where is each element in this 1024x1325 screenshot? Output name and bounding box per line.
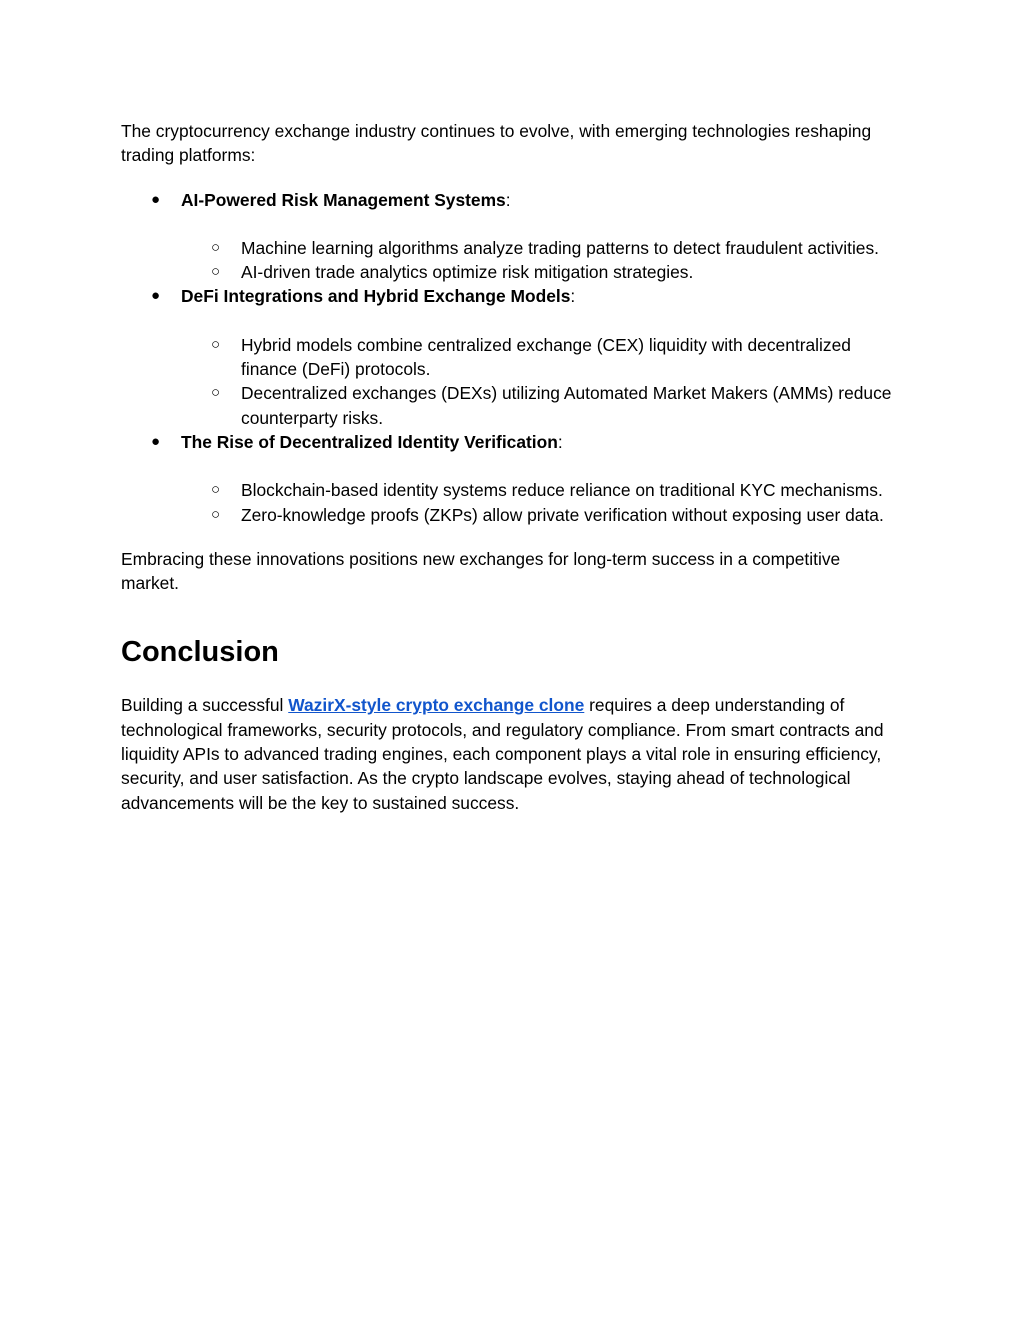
sub-list-item	[181, 381, 896, 430]
bullet-colon: :	[505, 189, 511, 210]
conclusion-text-after: requires a deep understanding of technological frameworks, security protocols, and regulatory compliance. From smart contracts and liquidity APIs to advanced trading engines, each component plays a vital role in ensuring efficiency, security, and user satisfaction. As the crypto landscape evolves, staying ahead of technological advancements will be the key to sustained success.	[121, 695, 884, 813]
sub-list-item	[181, 333, 896, 382]
bullet-title: The Rise of Decentralized Identity Verification	[181, 431, 558, 452]
sub-list	[181, 333, 896, 430]
bullet-icon: ●	[151, 190, 161, 208]
intro-paragraph: The cryptocurrency exchange industry continues to evolve, with emerging technologies reshaping trading platforms:	[121, 121, 872, 166]
bullet-heading	[181, 188, 896, 212]
sub-bullet-icon: ○	[211, 335, 221, 353]
sub-bullet-icon: ○	[211, 238, 221, 256]
sub-item-text: Machine learning algorithms analyze trading patterns to detect fraudulent activities.	[241, 237, 880, 258]
sub-item-text: Zero-knowledge proofs (ZKPs) allow private verification without exposing user data.	[241, 504, 884, 525]
sub-item-text: Hybrid models combine centralized exchange (CEX) liquidity with decentralized finance (DeFi) protocols.	[241, 334, 851, 380]
sub-item-text: Decentralized exchanges (DEXs) utilizing Automated Market Makers (AMMs) reduce counterparty risks.	[241, 383, 892, 428]
outro-paragraph: Embracing these innovations positions new exchanges for long-term success in a competitive market.	[121, 548, 841, 594]
sub-list-item	[181, 236, 896, 260]
bullet-colon: :	[557, 431, 563, 452]
bullet-icon: ●	[151, 432, 161, 450]
list-item	[121, 284, 896, 429]
list-item	[121, 188, 896, 285]
sub-bullet-icon: ○	[211, 384, 221, 402]
document-page	[121, 119, 896, 815]
exchange-clone-link[interactable]: WazirX-style crypto exchange clone	[288, 695, 585, 716]
bullet-title: AI-Powered Risk Management Systems	[181, 189, 506, 210]
sub-item-text: AI-driven trade analytics optimize risk mitigation strategies.	[241, 262, 694, 283]
sub-list-item	[181, 478, 896, 502]
sub-list	[181, 478, 896, 527]
conclusion-text-before: Building a successful	[121, 695, 289, 716]
sub-list	[181, 236, 896, 285]
bullet-heading	[181, 430, 896, 454]
bullet-title: DeFi Integrations and Hybrid Exchange Models	[181, 286, 571, 307]
conclusion-paragraph	[121, 693, 896, 814]
bullet-heading	[181, 284, 896, 308]
sub-bullet-icon: ○	[211, 505, 221, 523]
innovation-list	[121, 188, 896, 527]
bullet-icon: ●	[151, 287, 161, 305]
sub-list-item	[181, 260, 896, 284]
list-item	[121, 430, 896, 527]
sub-bullet-icon: ○	[211, 263, 221, 281]
sub-item-text: Blockchain-based identity systems reduce reliance on traditional KYC mechanisms.	[241, 480, 883, 501]
sub-bullet-icon: ○	[211, 481, 221, 499]
conclusion-heading: Conclusion	[121, 636, 279, 669]
sub-list-item	[181, 503, 896, 527]
bullet-colon: :	[570, 286, 576, 307]
